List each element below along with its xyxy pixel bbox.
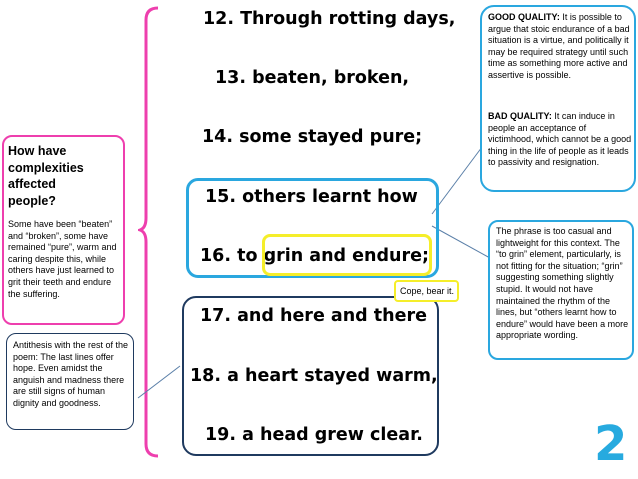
antithesis-box [6,333,134,430]
poem-line-13: 13. beaten, broken, [215,68,410,88]
bad-quality-label: BAD QUALITY: [488,111,552,121]
phrase-critique-text: The phrase is too casual and lightweight for this context. The “to grin” element, particularly, is not fitting for the situation; “grin” suggesting something slightly stupid. It would not have maintained the rhythm of the lines, but “others learnt how to endure” would have been a more appropriate wording. [496,226,629,341]
poem-line-15: 15. others learnt how [205,187,418,207]
cope-label: Cope, bear it. [400,286,455,296]
poem-line-14: 14. some stayed pure; [202,127,423,147]
poem-line-18: 18. a heart stayed warm, [190,366,438,386]
good-quality-paragraph [488,12,634,82]
antithesis-text: Antithesis with the rest of the poem: The last lines offer hope. Even amidst the anguish and madness there are still signs of human dignity and goodness. [13,340,129,408]
poem-line-16: 16. to grin and endure; [200,246,429,266]
bad-quality-paragraph [488,111,634,169]
good-quality-label: GOOD QUALITY: [488,12,560,22]
poem-line-19: 19. a head grew clear. [205,425,423,445]
good-quality-text: It is possible to argue that stoic endurance of a bad situation is a virtue, and politically it may be required strategy until such time as something more active and assertive is possible. [488,12,630,80]
poem-line-12: 12. Through rotting days, [203,9,456,29]
bad-quality-text: It can induce in people an acceptance of victimhood, which cannot be a good thing in the life of people as it leads to passivity and resignation. [488,111,632,168]
quality-box [480,5,636,192]
highlight-grin-and-endure [262,234,432,276]
question-box [2,135,125,325]
highlight-box-lines-17-19 [182,296,439,456]
cope-label-box [394,280,459,302]
phrase-critique-box [488,220,634,360]
question-body: Some have been “beaten” and “broken”, some have remained “pure”, warm and caring despite this, while others have just learned to grit their teeth and endure the suffering. [8,219,117,299]
poem-line-17: 17. and here and there [200,306,427,326]
slide-number: 2 [594,416,628,472]
question-heading: How have complexities affected people? [8,144,84,208]
